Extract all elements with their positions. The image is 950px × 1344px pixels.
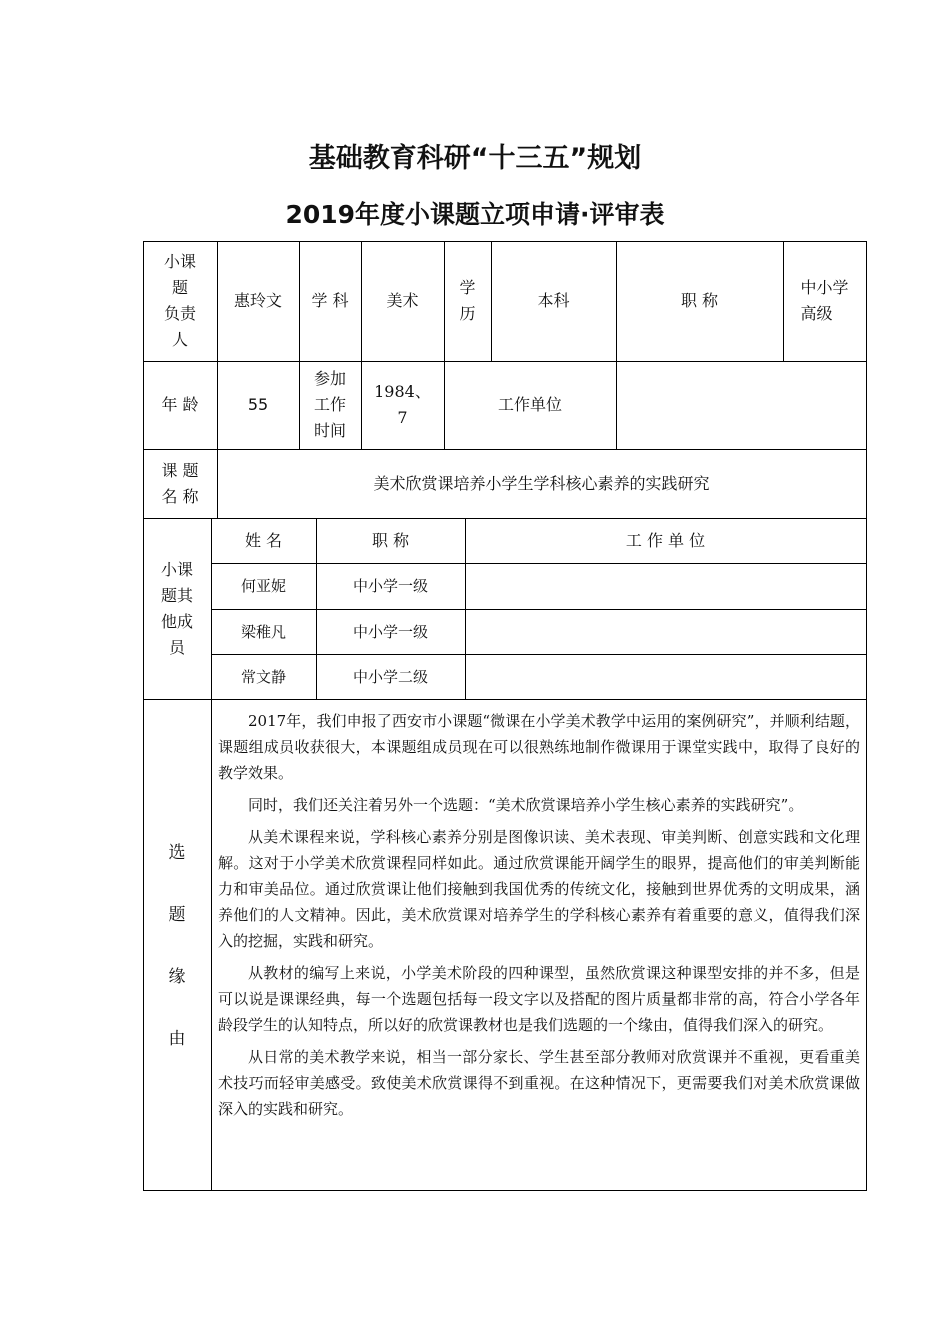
member-unit: [465, 609, 866, 654]
subject-label: 学 科: [311, 291, 349, 310]
reason-label-char: 由: [168, 1029, 186, 1049]
age-label: 年 龄: [161, 395, 199, 414]
reason-label-char: 题: [168, 905, 186, 925]
members-label: 小课 题其 他成 员: [160, 559, 193, 657]
member-unit: [465, 654, 866, 699]
topic-value: 美术欣赏课培养小学生学科核心素养的实践研究: [373, 473, 710, 493]
member-name: 常文静: [240, 667, 286, 686]
members-header-unit: 工 作 单 位: [625, 530, 706, 550]
form-title-line1: 基础教育科研“十三五”规划: [308, 143, 642, 174]
leader-label: 小课 题 负责 人: [163, 252, 196, 349]
member-name: 何亚妮: [240, 577, 286, 595]
professional-title-label: 职 称: [680, 291, 719, 310]
work-unit-label: 工作单位: [497, 395, 562, 414]
age-value: 55: [247, 395, 269, 414]
professional-title-value: 中小学 高级: [800, 278, 849, 323]
work-time-value: 1984、 7: [374, 382, 431, 427]
reason-paragraph: 同时，我们还关注着另外一个选题：“美术欣赏课培养小学生核心素养的实践研究”。: [248, 796, 804, 814]
member-title: 中小学二级: [352, 667, 428, 686]
reason-paragraph: 从教材的编写上来说，小学美术阶段的四种课型，虽然欣赏课这种课型安排的并不多，但是可以说是课课经典，每一个选题包括每一段文字以及搭配的图片质量都非常的高，符合小学各年龄段学生的认知特点，所以好的欣赏课教材也是我们选题的一个缘由，值得我们深入的研究。: [218, 964, 860, 1034]
reason-paragraph: 从美术课程来说，学科核心素养分别是图像识读、美术表现、审美判断、创意实践和文化理解。这对于小学美术欣赏课程同样如此。通过欣赏课能开阔学生的眼界，提高他们的审美判断能力和审美品位。通过欣赏课让他们接触到我国优秀的传统文化，接触到世界优秀的文明成果，涵养他们的人文精神。因此，美术欣赏课对培养学生的学科核心素养有着重要的意义，值得我们深入的挖掘，实践和研究。: [218, 828, 860, 950]
work-unit-value: [616, 361, 866, 449]
members-header-name: 姓 名: [244, 530, 283, 550]
leader-name: 惠玲文: [233, 291, 282, 310]
reason-text: [218, 708, 860, 1128]
topic-label: 课 题 名 称: [161, 460, 199, 506]
work-time-label: 参加 工作 时间: [313, 369, 346, 440]
member-title: 中小学一级: [352, 577, 428, 595]
subject-value: 美术: [386, 291, 419, 310]
reason-paragraph: 2017年，我们申报了西安市小课题“微课在小学美术教学中运用的案例研究”，并顺利结题，课题组成员收获很大，本课题组成员现在可以很熟练地制作微课用于课堂实践中，取得了良好的教学效果。: [218, 712, 860, 782]
reason-label-char: 缘: [168, 967, 186, 987]
form-title-line2: 2019年度小课题立项申请·评审表: [285, 200, 665, 229]
education-label: 学 历: [459, 278, 476, 323]
members-header-title: 职 称: [371, 530, 410, 550]
member-name: 梁稚凡: [240, 622, 286, 641]
education-value: 本科: [537, 291, 570, 310]
member-title: 中小学一级: [352, 622, 428, 641]
member-unit: [465, 563, 866, 609]
reason-paragraph: 从日常的美术教学来说，相当一部分家长、学生甚至部分教师对欣赏课并不重视，更看重美术技巧而轻审美感受。致使美术欣赏课得不到重视。在这种情况下，更需要我们对美术欣赏课做深入的实践和研究。: [218, 1048, 860, 1118]
reason-label-char: 选: [168, 843, 186, 863]
